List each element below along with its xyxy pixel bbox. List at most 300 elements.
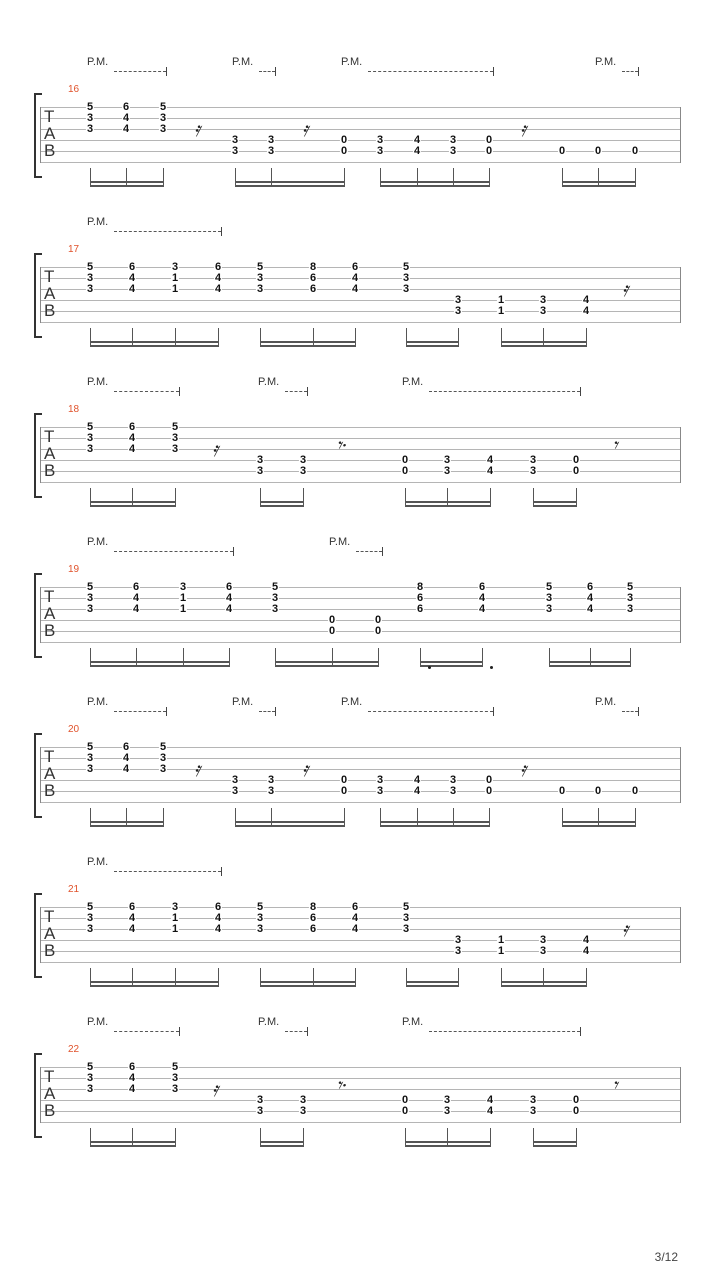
fret-number: 3 — [529, 1094, 537, 1106]
note-beam — [501, 985, 587, 987]
fret-number: 3 — [86, 123, 94, 135]
note-beam — [90, 345, 219, 347]
palm-mute-extension-line — [114, 551, 233, 552]
tab-clef: T A B — [44, 907, 56, 960]
tab-clef: T A B — [44, 747, 56, 800]
fret-number: 4 — [132, 603, 140, 615]
fret-number: 3 — [443, 465, 451, 477]
fret-number: 4 — [128, 1072, 136, 1084]
note-beam — [501, 981, 587, 983]
page-number: 3/12 — [654, 1250, 678, 1264]
fret-number: 3 — [402, 923, 410, 935]
fret-number: 5 — [256, 901, 264, 913]
fret-number: 3 — [179, 581, 187, 593]
tab-clef: T A B — [44, 107, 56, 160]
system-bracket — [34, 253, 42, 338]
palm-mute-extension-line — [429, 391, 580, 392]
palm-mute-end-tick — [179, 387, 180, 396]
note-beam — [90, 821, 164, 823]
measure-number: 22 — [68, 1044, 80, 1055]
fret-number: 6 — [225, 581, 233, 593]
fret-number: 8 — [309, 901, 317, 913]
note-beam — [235, 181, 345, 183]
fret-number: 3 — [539, 294, 547, 306]
note-beam — [549, 661, 631, 663]
fret-number: 0 — [572, 454, 580, 466]
fret-number: 0 — [631, 145, 639, 157]
fret-number: 5 — [171, 421, 179, 433]
palm-mute-end-tick — [221, 867, 222, 876]
note-beam — [90, 825, 164, 827]
tab-staff-line — [40, 449, 681, 450]
note-beam — [260, 345, 356, 347]
fret-number: 3 — [454, 934, 462, 946]
note-beam — [260, 981, 356, 983]
palm-mute-extension-line — [114, 231, 221, 232]
rest-symbol: 𝄿 — [194, 117, 201, 141]
fret-number: 3 — [231, 145, 239, 157]
fret-number: 6 — [132, 581, 140, 593]
fret-number: 3 — [159, 763, 167, 775]
note-beam — [260, 501, 304, 503]
tab-staff-line — [40, 482, 681, 483]
fret-number: 3 — [256, 912, 264, 924]
fret-number: 3 — [376, 774, 384, 786]
measure-number: 20 — [68, 724, 80, 735]
fret-number: 3 — [256, 465, 264, 477]
tab-staff-line — [40, 1100, 681, 1101]
measure-number: 19 — [68, 564, 80, 575]
tab-clef: T A B — [44, 1067, 56, 1120]
fret-number: 6 — [122, 741, 130, 753]
fret-number: 3 — [171, 901, 179, 913]
note-beam — [235, 185, 345, 187]
rest-symbol: 𝄾· — [336, 433, 348, 457]
fret-number: 3 — [443, 1094, 451, 1106]
fret-number: 0 — [485, 774, 493, 786]
palm-mute-end-tick — [275, 67, 276, 76]
palm-mute-label: P.M. — [232, 56, 254, 68]
note-beam — [501, 341, 587, 343]
fret-number: 3 — [299, 1105, 307, 1117]
tab-staff-line — [40, 642, 681, 643]
fret-number: 3 — [267, 774, 275, 786]
tab-staff-line — [40, 780, 681, 781]
fret-number: 3 — [256, 454, 264, 466]
rest-symbol: 𝄿 — [520, 117, 527, 141]
fret-number: 6 — [351, 901, 359, 913]
fret-number: 8 — [416, 581, 424, 593]
fret-number: 3 — [159, 752, 167, 764]
palm-mute-end-tick — [233, 547, 234, 556]
fret-number: 3 — [256, 283, 264, 295]
palm-mute-end-tick — [307, 387, 308, 396]
fret-number: 6 — [309, 283, 317, 295]
note-beam — [275, 665, 379, 667]
fret-number: 4 — [122, 112, 130, 124]
palm-mute-end-tick — [179, 1027, 180, 1036]
palm-mute-extension-line — [622, 711, 638, 712]
tab-staff-line — [40, 129, 681, 130]
note-beam — [90, 185, 164, 187]
fret-number: 6 — [416, 592, 424, 604]
fret-number: 3 — [267, 145, 275, 157]
note-beam — [549, 665, 631, 667]
rest-symbol: 𝄾 — [612, 433, 618, 457]
tab-staff-line — [40, 769, 681, 770]
note-beam — [405, 505, 491, 507]
fret-number: 1 — [179, 592, 187, 604]
fret-number: 5 — [86, 901, 94, 913]
palm-mute-end-tick — [166, 707, 167, 716]
tab-staff-line — [40, 631, 681, 632]
fret-number: 4 — [486, 454, 494, 466]
fret-number: 3 — [539, 934, 547, 946]
fret-number: 3 — [86, 283, 94, 295]
fret-number: 5 — [626, 581, 634, 593]
fret-number: 4 — [128, 283, 136, 295]
fret-number: 3 — [86, 592, 94, 604]
tab-staff-line — [40, 289, 681, 290]
fret-number: 3 — [376, 785, 384, 797]
tab-staff-line — [40, 267, 681, 268]
fret-number: 3 — [86, 432, 94, 444]
fret-number: 3 — [376, 145, 384, 157]
barline — [680, 587, 681, 643]
fret-number: 4 — [225, 603, 233, 615]
note-beam — [405, 1141, 491, 1143]
fret-number: 3 — [443, 454, 451, 466]
fret-number: 3 — [299, 454, 307, 466]
fret-number: 4 — [582, 934, 590, 946]
fret-number: 6 — [128, 901, 136, 913]
fret-number: 0 — [340, 134, 348, 146]
fret-number: 4 — [413, 785, 421, 797]
tab-staff-line — [40, 918, 681, 919]
palm-mute-end-tick — [382, 547, 383, 556]
fret-number: 6 — [128, 421, 136, 433]
fret-number: 1 — [497, 294, 505, 306]
palm-mute-label: P.M. — [329, 536, 351, 548]
fret-number: 0 — [328, 614, 336, 626]
rest-symbol: 𝄿 — [302, 757, 309, 781]
palm-mute-label: P.M. — [87, 696, 109, 708]
fret-number: 3 — [402, 283, 410, 295]
fret-number: 6 — [309, 912, 317, 924]
system-bracket — [34, 93, 42, 178]
fret-number: 4 — [351, 923, 359, 935]
fret-number: 4 — [478, 603, 486, 615]
note-beam — [406, 341, 459, 343]
rest-symbol: 𝄾· — [336, 1073, 348, 1097]
tab-staff-line — [40, 1089, 681, 1090]
tab-staff-line — [40, 107, 681, 108]
palm-mute-extension-line — [259, 71, 275, 72]
palm-mute-end-tick — [638, 67, 639, 76]
palm-mute-end-tick — [580, 1027, 581, 1036]
fret-number: 0 — [631, 785, 639, 797]
fret-number: 3 — [171, 443, 179, 455]
augmentation-dot — [490, 666, 493, 669]
fret-number: 4 — [413, 774, 421, 786]
fret-number: 6 — [122, 101, 130, 113]
fret-number: 4 — [486, 465, 494, 477]
fret-number: 4 — [413, 134, 421, 146]
tab-staff-line — [40, 162, 681, 163]
note-beam — [90, 341, 219, 343]
fret-number: 4 — [128, 912, 136, 924]
tab-clef: T A B — [44, 267, 56, 320]
fret-number: 0 — [401, 465, 409, 477]
barline — [680, 427, 681, 483]
note-beam — [90, 181, 164, 183]
fret-number: 4 — [225, 592, 233, 604]
fret-number: 3 — [454, 294, 462, 306]
palm-mute-end-tick — [493, 707, 494, 716]
fret-number: 0 — [572, 465, 580, 477]
palm-mute-label: P.M. — [258, 1016, 280, 1028]
fret-number: 4 — [122, 763, 130, 775]
palm-mute-label: P.M. — [258, 376, 280, 388]
fret-number: 3 — [171, 432, 179, 444]
augmentation-dot — [428, 666, 431, 669]
fret-number: 1 — [171, 272, 179, 284]
fret-number: 0 — [401, 1094, 409, 1106]
fret-number: 4 — [122, 752, 130, 764]
palm-mute-extension-line — [368, 711, 493, 712]
palm-mute-label: P.M. — [87, 1016, 109, 1028]
palm-mute-end-tick — [166, 67, 167, 76]
fret-number: 6 — [214, 261, 222, 273]
fret-number: 0 — [558, 785, 566, 797]
fret-number: 5 — [86, 261, 94, 273]
note-beam — [562, 825, 636, 827]
note-beam — [405, 1145, 491, 1147]
fret-number: 4 — [478, 592, 486, 604]
fret-number: 4 — [214, 283, 222, 295]
fret-number: 3 — [171, 261, 179, 273]
palm-mute-extension-line — [259, 711, 275, 712]
fret-number: 1 — [179, 603, 187, 615]
note-beam — [406, 985, 459, 987]
fret-number: 5 — [86, 101, 94, 113]
tab-clef: T A B — [44, 427, 56, 480]
fret-number: 0 — [340, 774, 348, 786]
tab-staff-line — [40, 620, 681, 621]
note-beam — [235, 821, 345, 823]
palm-mute-extension-line — [285, 391, 307, 392]
fret-number: 4 — [582, 945, 590, 957]
fret-number: 5 — [545, 581, 553, 593]
barline — [680, 907, 681, 963]
fret-number: 0 — [374, 625, 382, 637]
tab-staff-line — [40, 962, 681, 963]
fret-number: 5 — [171, 1061, 179, 1073]
note-beam — [406, 345, 459, 347]
palm-mute-label: P.M. — [87, 376, 109, 388]
fret-number: 3 — [86, 752, 94, 764]
palm-mute-label: P.M. — [232, 696, 254, 708]
fret-number: 5 — [86, 741, 94, 753]
palm-mute-extension-line — [368, 71, 493, 72]
fret-number: 4 — [128, 272, 136, 284]
tab-staff-line — [40, 140, 681, 141]
fret-number: 3 — [626, 592, 634, 604]
fret-number: 4 — [586, 603, 594, 615]
palm-mute-extension-line — [429, 1031, 580, 1032]
note-beam — [501, 345, 587, 347]
fret-number: 6 — [586, 581, 594, 593]
tab-staff-line — [40, 747, 681, 748]
palm-mute-label: P.M. — [341, 696, 363, 708]
fret-number: 3 — [529, 1105, 537, 1117]
fret-number: 3 — [402, 912, 410, 924]
fret-number: 0 — [594, 145, 602, 157]
fret-number: 0 — [485, 785, 493, 797]
fret-number: 3 — [231, 785, 239, 797]
fret-number: 0 — [374, 614, 382, 626]
palm-mute-end-tick — [275, 707, 276, 716]
fret-number: 5 — [402, 901, 410, 913]
fret-number: 6 — [351, 261, 359, 273]
note-beam — [260, 1145, 304, 1147]
fret-number: 5 — [271, 581, 279, 593]
palm-mute-extension-line — [114, 711, 166, 712]
palm-mute-label: P.M. — [341, 56, 363, 68]
fret-number: 3 — [171, 1083, 179, 1095]
fret-number: 3 — [545, 592, 553, 604]
fret-number: 3 — [449, 134, 457, 146]
tab-staff-line — [40, 427, 681, 428]
fret-number: 4 — [413, 145, 421, 157]
fret-number: 3 — [86, 763, 94, 775]
fret-number: 3 — [539, 305, 547, 317]
fret-number: 0 — [558, 145, 566, 157]
fret-number: 0 — [572, 1105, 580, 1117]
fret-number: 3 — [271, 592, 279, 604]
note-beam — [90, 981, 219, 983]
tab-staff-line — [40, 118, 681, 119]
fret-number: 4 — [582, 294, 590, 306]
note-beam — [90, 1141, 176, 1143]
fret-number: 3 — [256, 1105, 264, 1117]
fret-number: 3 — [86, 272, 94, 284]
tab-staff-line — [40, 151, 681, 152]
fret-number: 3 — [454, 945, 462, 957]
measure-number: 18 — [68, 404, 80, 415]
note-beam — [533, 505, 577, 507]
palm-mute-end-tick — [580, 387, 581, 396]
fret-number: 0 — [340, 145, 348, 157]
fret-number: 3 — [159, 123, 167, 135]
barline — [680, 747, 681, 803]
tab-staff-line — [40, 1111, 681, 1112]
fret-number: 3 — [539, 945, 547, 957]
fret-number: 0 — [401, 454, 409, 466]
palm-mute-label: P.M. — [402, 376, 424, 388]
fret-number: 0 — [401, 1105, 409, 1117]
measure-number: 17 — [68, 244, 80, 255]
note-beam — [260, 505, 304, 507]
note-beam — [533, 1145, 577, 1147]
barline — [680, 267, 681, 323]
rest-symbol: 𝄿 — [212, 437, 219, 461]
palm-mute-label: P.M. — [87, 536, 109, 548]
fret-number: 0 — [485, 145, 493, 157]
fret-number: 1 — [497, 945, 505, 957]
fret-number: 0 — [572, 1094, 580, 1106]
fret-number: 5 — [159, 101, 167, 113]
fret-number: 0 — [328, 625, 336, 637]
fret-number: 3 — [86, 603, 94, 615]
note-beam — [380, 825, 490, 827]
fret-number: 4 — [582, 305, 590, 317]
fret-number: 3 — [256, 923, 264, 935]
fret-number: 4 — [486, 1105, 494, 1117]
note-beam — [380, 181, 490, 183]
system-bracket — [34, 573, 42, 658]
fret-number: 4 — [351, 283, 359, 295]
rest-symbol: 𝄿 — [302, 117, 309, 141]
fret-number: 4 — [132, 592, 140, 604]
fret-number: 6 — [128, 261, 136, 273]
palm-mute-end-tick — [221, 227, 222, 236]
palm-mute-label: P.M. — [595, 56, 617, 68]
measure-number: 21 — [68, 884, 80, 895]
fret-number: 3 — [256, 1094, 264, 1106]
system-bracket — [34, 733, 42, 818]
palm-mute-end-tick — [493, 67, 494, 76]
fret-number: 5 — [159, 741, 167, 753]
fret-number: 3 — [545, 603, 553, 615]
rest-symbol: 𝄿 — [520, 757, 527, 781]
tab-staff-line — [40, 758, 681, 759]
palm-mute-extension-line — [114, 71, 166, 72]
fret-number: 1 — [497, 934, 505, 946]
note-beam — [90, 985, 219, 987]
rest-symbol: 𝄾 — [612, 1073, 618, 1097]
fret-number: 4 — [128, 443, 136, 455]
palm-mute-label: P.M. — [595, 696, 617, 708]
tab-staff-line — [40, 278, 681, 279]
note-beam — [90, 661, 230, 663]
system-bracket — [34, 1053, 42, 1138]
rest-symbol: 𝄿 — [212, 1077, 219, 1101]
palm-mute-label: P.M. — [87, 856, 109, 868]
fret-number: 3 — [86, 112, 94, 124]
tab-staff-line — [40, 1122, 681, 1123]
fret-number: 1 — [171, 283, 179, 295]
fret-number: 3 — [529, 465, 537, 477]
fret-number: 4 — [128, 923, 136, 935]
note-beam — [260, 1141, 304, 1143]
note-beam — [90, 501, 176, 503]
fret-number: 6 — [309, 272, 317, 284]
system-bracket — [34, 893, 42, 978]
rest-symbol: 𝄿 — [622, 917, 629, 941]
fret-number: 4 — [586, 592, 594, 604]
note-beam — [406, 981, 459, 983]
fret-number: 6 — [309, 923, 317, 935]
palm-mute-extension-line — [114, 1031, 179, 1032]
measure-number: 16 — [68, 84, 80, 95]
fret-number: 5 — [402, 261, 410, 273]
fret-number: 6 — [478, 581, 486, 593]
palm-mute-extension-line — [622, 71, 638, 72]
palm-mute-end-tick — [307, 1027, 308, 1036]
fret-number: 1 — [497, 305, 505, 317]
fret-number: 5 — [86, 1061, 94, 1073]
